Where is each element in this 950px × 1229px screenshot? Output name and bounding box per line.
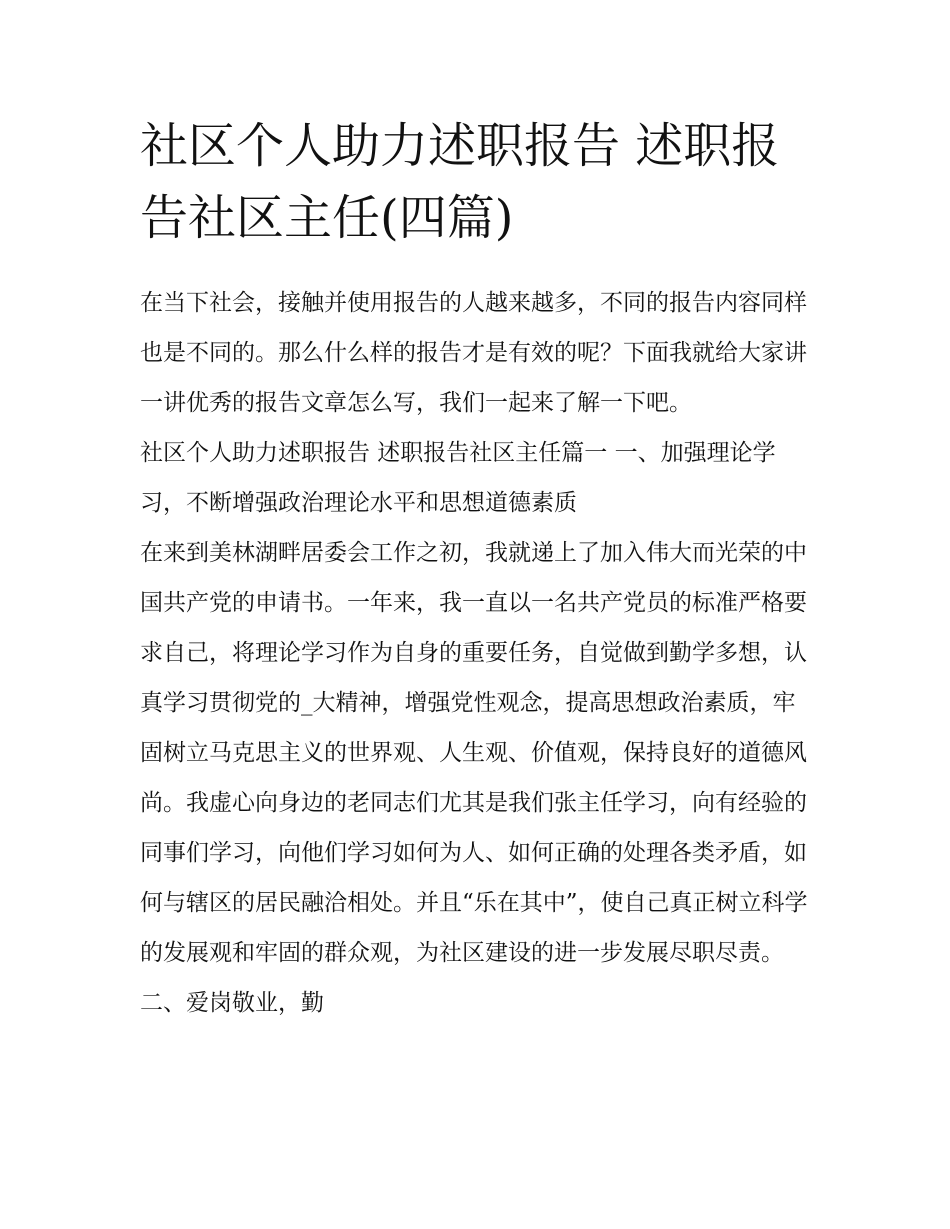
- paragraph-main: 在来到美林湖畔居委会工作之初，我就递上了加入伟大而光荣的中国共产党的申请书。一年来，我一直以一名共产党员的标准严格要求自己，将理论学习作为自身的重要任务，自觉做到勤学多想，认真学习贯彻党的_大精神，增强党性观念，提高思想政治素质，牢固树立马克思主义的世界观、人生观、价值观，保持良好的道德风尚。我虚心向身边的老同志们尤其是我们张主任学习，向有经验的同事们学习，向他们学习如何为人、如何正确的处理各类矛盾，如何与辖区的居民融洽相处。并且“乐在其中”，使自己真正树立科学的发展观和牢固的群众观，为社区建设的进一步发展尽职尽责。 二、爱岗敬业，勤: [140, 540, 808, 1016]
- paragraph-section-heading: 社区个人助力述职报告 述职报告社区主任篇一 一、加强理论学习，不断增强政治理论水平和思想道德素质: [140, 440, 776, 516]
- document-body: [140, 278, 815, 1028]
- paragraph-intro: 在当下社会，接触并使用报告的人越来越多，不同的报告内容同样也是不同的。那么什么样的报告才是有效的呢？下面我就给大家讲一讲优秀的报告文章怎么写，我们一起来了解一下吧。: [140, 290, 807, 416]
- document-title: 社区个人助力述职报告 述职报告社区主任(四篇): [140, 118, 780, 246]
